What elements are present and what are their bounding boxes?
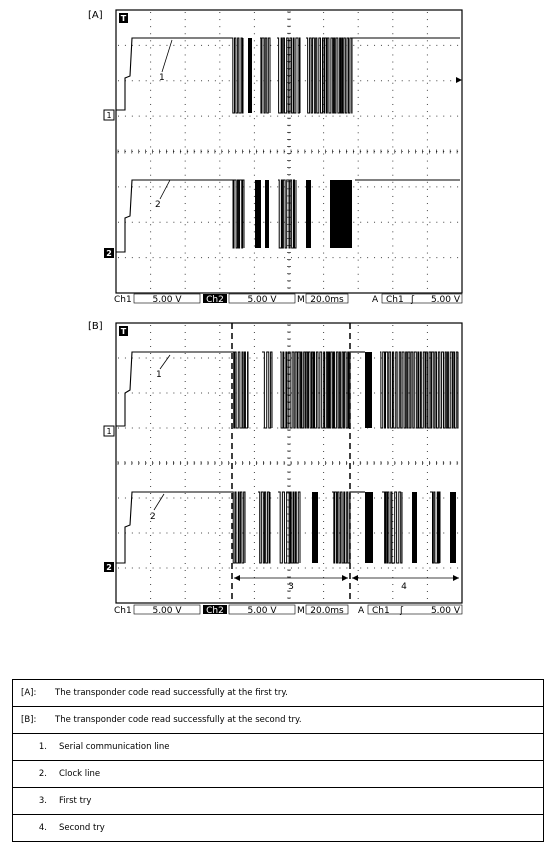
readout-ch2-a: Ch2 <box>206 295 224 305</box>
legend-key: [B]: <box>21 715 37 725</box>
legend-text: Serial communication line <box>59 742 170 752</box>
readout-ch2-b: Ch2 <box>206 606 224 616</box>
readout-bar-a <box>114 294 462 305</box>
readout-a-a: A <box>372 295 379 305</box>
legend-text: The transponder code read successfully at the second try. <box>55 715 302 725</box>
span-label-3: 3 <box>288 582 294 592</box>
readout-m-b: M <box>297 606 305 616</box>
legend-text: Second try <box>59 823 105 833</box>
readout-trig-level-b: 5.00 V <box>430 606 460 616</box>
legend-key: 4. <box>38 823 47 833</box>
trace-label-2-b: 2 <box>150 512 156 522</box>
scope-panel-a <box>104 10 462 305</box>
readout-m-a: M <box>297 295 305 305</box>
ch2-marker-text-a: 2 <box>106 249 112 258</box>
trigger-marker-text-b: T <box>120 327 127 336</box>
readout-trig-source-a: Ch1 <box>386 295 404 305</box>
trigger-marker-text-a: T <box>120 14 127 23</box>
readout-ch1-b: Ch1 <box>114 606 132 616</box>
readout-trig-symbol-a: ʃ <box>411 295 415 305</box>
ch2-marker-text-b: 2 <box>106 563 112 572</box>
legend-row <box>13 788 544 815</box>
readout-trig-level-a: 5.00 V <box>430 295 460 305</box>
readout-time-b: 20.0ms <box>310 606 344 616</box>
readout-a-b: A <box>358 606 365 616</box>
readout-time-a: 20.0ms <box>310 295 344 305</box>
legend-key: 2. <box>38 769 47 779</box>
ch1-marker-text-b: 1 <box>106 427 112 436</box>
ch1-marker-text-a: 1 <box>106 111 112 120</box>
readout-bar-b <box>114 605 462 616</box>
legend-row <box>13 734 544 761</box>
legend-text: First try <box>59 796 92 806</box>
readout-trig-symbol-b: ʃ <box>400 606 404 616</box>
legend-row <box>13 680 544 707</box>
trace-label-1-a: 1 <box>159 73 165 83</box>
readout-ch2-scale-b: 5.00 V <box>247 606 277 616</box>
trace-label-1-b: 1 <box>156 370 162 380</box>
legend-key: 3. <box>38 796 47 806</box>
readout-ch1-scale-a: 5.00 V <box>152 295 182 305</box>
readout-ch2-scale-a: 5.00 V <box>247 295 277 305</box>
readout-ch1-a: Ch1 <box>114 295 132 305</box>
legend-row <box>13 707 544 734</box>
panel-label-b: [B] <box>88 321 103 332</box>
trace-label-2-a: 2 <box>155 200 161 210</box>
legend-key: 1. <box>38 742 47 752</box>
readout-ch1-scale-b: 5.00 V <box>152 606 182 616</box>
legend-text: Clock line <box>59 769 101 779</box>
readout-trig-source-b: Ch1 <box>372 606 390 616</box>
legend-row <box>13 761 544 788</box>
scope-panel-b <box>104 323 462 616</box>
legend-row <box>13 815 544 842</box>
legend-key: [A]: <box>21 688 37 698</box>
legend-table <box>12 679 544 842</box>
panel-label-a: [A] <box>88 10 103 21</box>
legend-text: The transponder code read successfully at the first try. <box>55 688 288 698</box>
span-label-4: 4 <box>401 582 407 592</box>
